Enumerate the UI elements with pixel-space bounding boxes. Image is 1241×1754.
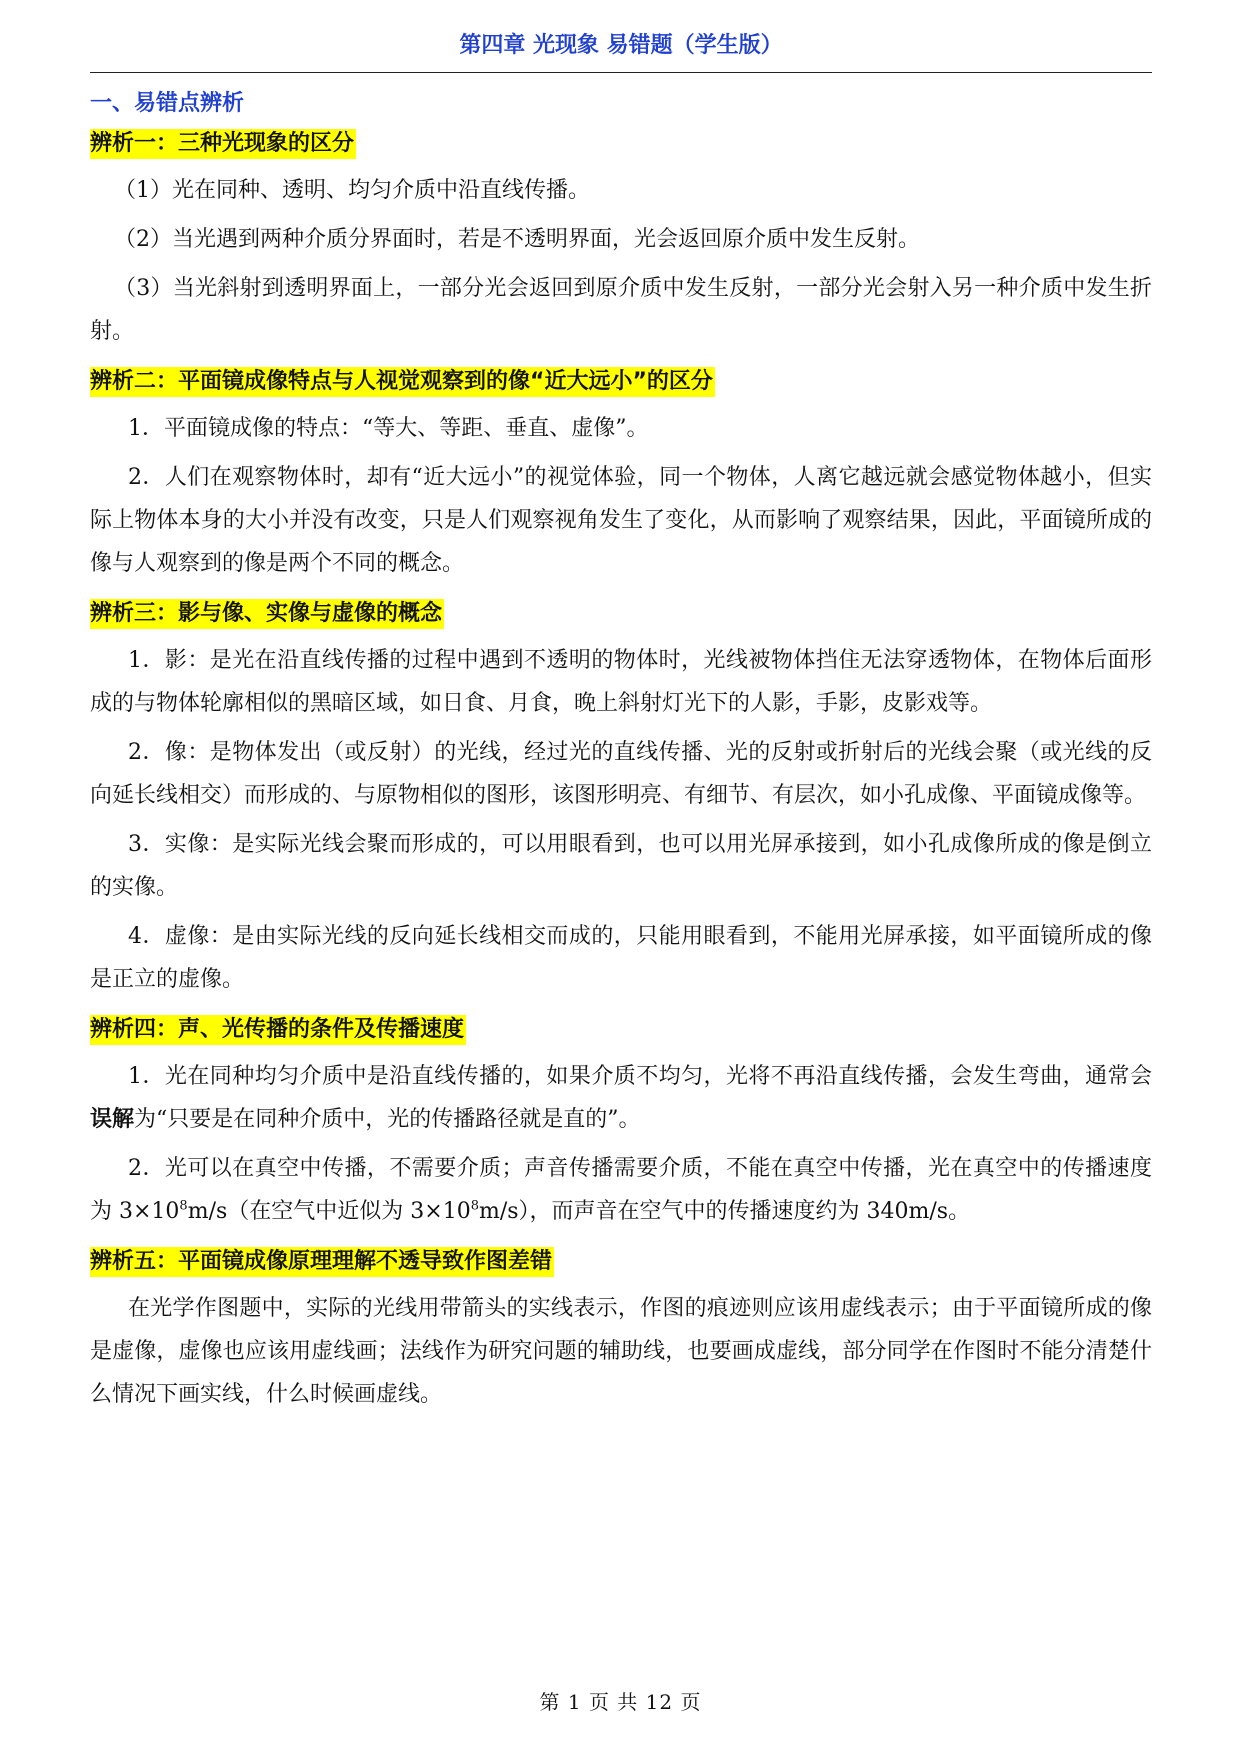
topic-4-para-2-b: m/s（在空气中近似为 3×10 [187, 1199, 471, 1224]
topic-4-para-2-a: 2．光可以在真空中传播，不需要介质；声音传播需要介质，不能在真空中传播，光在真空中的传播速度为 3×10 [90, 1156, 1152, 1224]
document-page [90, 30, 1152, 1422]
topic-1-para-2: （2）当光遇到两种介质分界面时，若是不透明界面，光会返回原介质中发生反射。 [114, 227, 920, 252]
page-header-title: 第四章 光现象 易错题（学生版） [459, 33, 783, 58]
topic-4-para-1-emphasis: 误解 [90, 1106, 135, 1132]
topic-5-para-1: 在光学作图题中，实际的光线用带箭头的实线表示，作图的痕迹则应该用虚线表示；由于平面镜所成的像是虚像，虚像也应该用虚线画；法线作为研究问题的辅助线，也要画成虚线，部分同学在作图时不能分清楚什么情况下画实线，什么时候画虚线。 [90, 1296, 1152, 1407]
topic-4-para-2 [90, 1147, 1152, 1233]
topic-1-title: 辨析一：三种光现象的区分 [90, 129, 356, 159]
exponent-2: 8 [470, 1198, 479, 1214]
topic-4-para-1-a: 1．光在同种均匀介质中是沿直线传播的，如果介质不均匀，光将不再沿直线传播，会发生弯曲，通常会 [128, 1064, 1152, 1089]
topic-2-title: 辨析二：平面镜成像特点与人视觉观察到的像“近大远小”的区分 [90, 367, 715, 397]
section-heading: 一、易错点辨析 [90, 91, 245, 116]
topic-1-para-3: （3）当光斜射到透明界面上，一部分光会返回到原介质中发生反射，一部分光会射入另一种介质中发生折射。 [90, 276, 1152, 344]
topic-2-para-2: 2．人们在观察物体时，却有“近大远小”的视觉体验，同一个物体，人离它越远就会感觉物体越小，但实际上物体本身的大小并没有改变，只是人们观察视角发生了变化，从而影响了观察结果，因此，平面镜所成的像与人观察到的像是两个不同的概念。 [90, 465, 1152, 576]
exponent-1: 8 [179, 1198, 188, 1214]
topic-3-para-3: 3．实像：是实际光线会聚而形成的，可以用眼看到，也可以用光屏承接到，如小孔成像所成的像是倒立的实像。 [90, 832, 1152, 900]
topic-3-para-4: 4．虚像：是由实际光线的反向延长线相交而成的，只能用眼看到，不能用光屏承接，如平面镜所成的像是正立的虚像。 [90, 924, 1152, 992]
topic-2-para-1: 1．平面镜成像的特点：“等大、等距、垂直、虚像”。 [128, 416, 649, 441]
page-footer: 第 1 页 共 12 页 [539, 1690, 702, 1714]
topic-4-para-1 [90, 1055, 1152, 1141]
topic-3-para-1: 1．影：是光在沿直线传播的过程中遇到不透明的物体时，光线被物体挡住无法穿透物体，在物体后面形成的与物体轮廓相似的黑暗区域，如日食、月食，晚上斜射灯光下的人影，手影，皮影戏等。 [90, 648, 1152, 716]
topic-1-para-1: （1）光在同种、透明、均匀介质中沿直线传播。 [114, 178, 590, 203]
topic-4-para-1-c: 为“只要是在同种介质中，光的传播路径就是直的”。 [134, 1107, 641, 1132]
topic-3-para-2: 2．像：是物体发出（或反射）的光线，经过光的直线传播、光的反射或折射后的光线会聚（或光线的反向延长线相交）而形成的、与原物相似的图形，该图形明亮、有细节、有层次，如小孔成像、平面镜成像等。 [90, 740, 1152, 808]
topic-3-title: 辨析三：影与像、实像与虚像的概念 [90, 599, 444, 629]
topic-4-title: 辨析四：声、光传播的条件及传播速度 [90, 1015, 466, 1045]
topic-4-para-2-c: m/s），而声音在空气中的传播速度约为 340m/s。 [478, 1199, 971, 1224]
header-divider [90, 72, 1152, 73]
topic-5-title: 辨析五：平面镜成像原理理解不透导致作图差错 [90, 1247, 554, 1277]
